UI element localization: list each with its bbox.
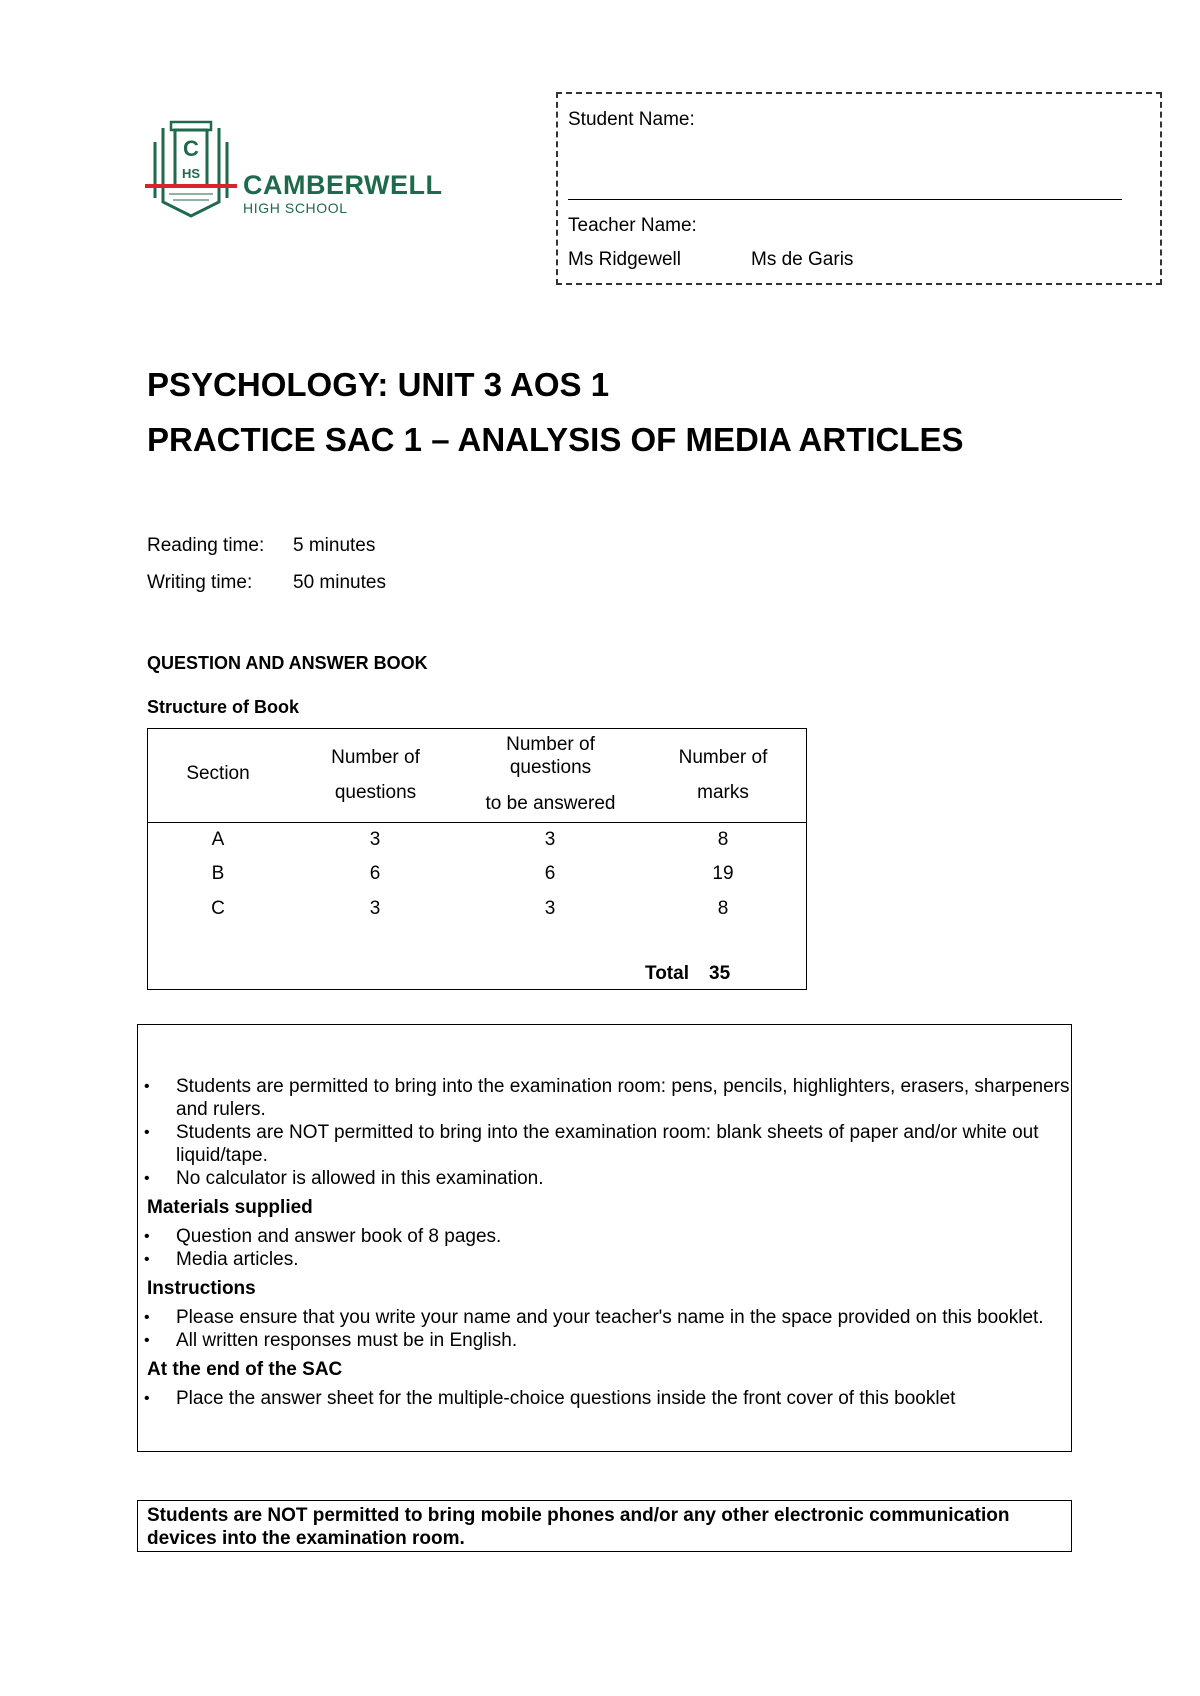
writing-time-label: Writing time: [147,572,253,593]
structure-table [147,728,807,990]
mobile-phone-warning: Students are NOT permitted to bring mobile phones and/or any other electronic communication devices into the examination room. [137,1500,1072,1552]
list-item: • Place the answer sheet for the multiple-choice questions inside the front cover of this booklet [138,1387,1071,1410]
instruction-list [138,1306,1071,1352]
table-row [148,863,806,897]
row-questions: 6 [369,863,381,884]
row-marks: 8 [717,898,729,919]
list-item: • No calculator is allowed in this examination. [138,1167,1071,1190]
total-value: 35 [709,963,731,984]
row-marks: 19 [712,863,734,884]
row-section: C [211,898,225,919]
total-label: Total [645,963,689,984]
row-section: A [211,829,225,850]
teacher-option-2[interactable]: Ms de Garis [751,249,854,270]
permitted-list [138,1075,1071,1190]
writing-time-value: 50 minutes [293,572,386,593]
student-name-label: Student Name: [568,109,695,130]
svg-text:HS: HS [181,166,201,181]
school-logo [145,120,465,230]
page-title-line-2: PRACTICE SAC 1 – ANALYSIS OF MEDIA ARTICLES [147,421,964,458]
instructions-box [137,1024,1072,1452]
header-num-questions-2: questions [334,782,417,803]
teacher-option-1[interactable]: Ms Ridgewell [568,249,681,270]
page-title-line-1: PSYCHOLOGY: UNIT 3 AOS 1 [147,366,610,403]
end-list [138,1387,1071,1410]
row-answered: 3 [544,898,556,919]
school-crest-icon [145,120,237,224]
row-section: B [211,863,225,884]
list-item: • All written responses must be in English. [138,1329,1071,1352]
header-marks-2: marks [697,782,749,803]
row-questions: 3 [369,829,381,850]
list-item: • Students are permitted to bring into the examination room: pens, pencils, highlighters, erasers, sharpeners and rulers. [138,1075,1071,1121]
student-name-line[interactable] [568,199,1122,200]
book-heading: QUESTION AND ANSWER BOOK [147,653,428,673]
student-details-box [556,92,1162,285]
materials-heading: Materials supplied [147,1197,313,1218]
structure-heading: Structure of Book [147,697,300,717]
teacher-name-label: Teacher Name: [568,215,697,236]
row-questions: 3 [369,898,381,919]
header-to-answer-2: questions [509,757,592,778]
table-row [148,829,806,863]
list-item: • Media articles. [138,1248,1071,1271]
row-answered: 3 [544,829,556,850]
header-to-answer-3: to be answered [485,793,616,814]
header-to-answer-1: Number of [506,734,595,755]
list-item: • Students are NOT permitted to bring into the examination room: blank sheets of paper and/or white out liquid/tape. [138,1121,1071,1167]
instructions-heading: Instructions [147,1278,256,1299]
reading-time-label: Reading time: [147,535,265,556]
header-num-questions-1: Number of [331,747,420,768]
header-marks-1: Number of [678,747,768,768]
table-row [148,898,806,932]
svg-text:C: C [183,136,199,161]
list-item: • Please ensure that you write your name and your teacher's name in the space provided on this booklet. [138,1306,1071,1329]
end-of-sac-heading: At the end of the SAC [147,1359,343,1380]
list-item: • Question and answer book of 8 pages. [138,1225,1071,1248]
row-answered: 6 [544,863,556,884]
header-section: Section [186,763,250,784]
row-marks: 8 [717,829,729,850]
reading-time-value: 5 minutes [293,535,376,556]
logo-name: CAMBERWELL [243,170,443,200]
materials-list [138,1225,1071,1271]
logo-subtitle: HIGH SCHOOL [243,200,348,216]
table-header-divider [148,822,806,823]
